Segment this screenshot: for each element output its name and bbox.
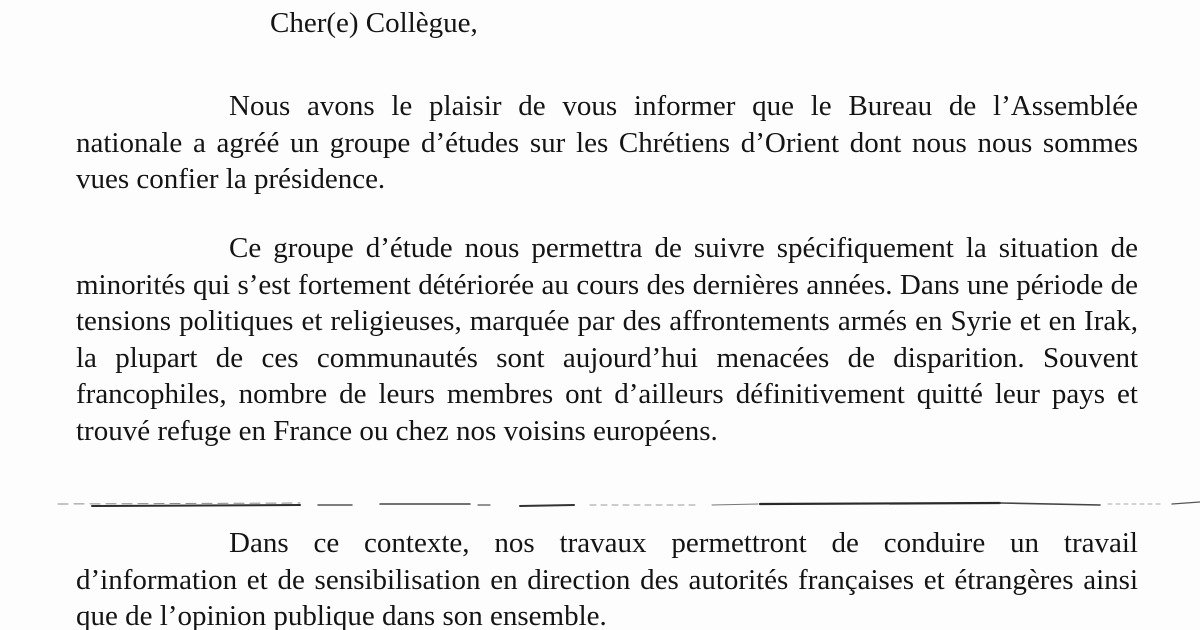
letter-paragraph-announcement: Nous avons le plaisir de vous informer que le Bureau de l’Assemblée nationale a agréé un groupe d’études sur les Chrétiens d’Orient dont nous nous sommes vues confier la présidence. [76,90,1138,195]
letter-paragraph-situation: Ce groupe d’étude nous permettra de suivre spécifiquement la situation de minorités qui s’est fortement détériorée au cours des dernières années. Dans une période de tensions politiques et religieuses, marquée par des affrontements armés en Syrie et en Irak, la plupart de ces communautés sont aujourd’hui menacées de disparition. Souvent francophiles, nombre de leurs membres ont d’ailleurs définitivement quitté leur pays et trouvé refuge en France ou chez nos voisins européens. [76,232,1138,447]
letter-salutation: Cher(e) Collègue, [270,7,478,39]
letter-paragraph-context: Dans ce contexte, nos travaux permettront de conduire un travail d’information et de sensibilisation en direction des autorités françaises et étrangères ainsi que de l’opinion publique dans son ensemble. [76,527,1138,630]
scan-fold-line [0,492,1200,516]
